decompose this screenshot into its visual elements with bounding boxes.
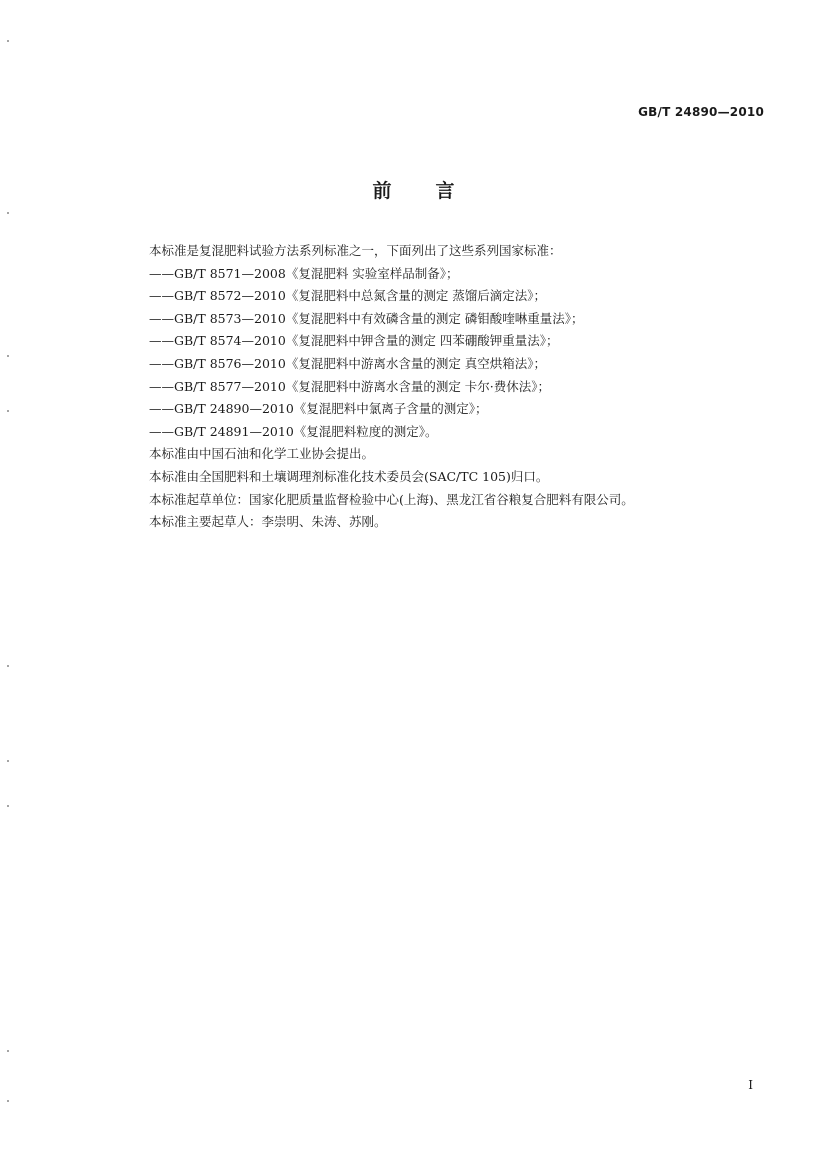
series-item: ——GB/T 24891—2010《复混肥料粒度的测定》。 <box>149 423 438 439</box>
series-item: ——GB/T 8572—2010《复混肥料中总氮含量的测定 蒸馏后滴定法》； <box>149 288 547 304</box>
series-item: ——GB/T 8571—2008《复混肥料 实验室样品制备》； <box>149 265 459 281</box>
drafters-paragraph: 本标准主要起草人：李崇明、朱涛、苏刚。 <box>149 514 387 530</box>
proposer-paragraph: 本标准由中国石油和化学工业协会提出。 <box>149 446 375 462</box>
standard-number: GB/T 24890—2010 <box>638 105 764 119</box>
scan-speck <box>7 355 9 357</box>
series-item: ——GB/T 24890—2010《复混肥料中氯离子含量的测定》； <box>149 401 488 417</box>
series-item: ——GB/T 8574—2010《复混肥料中钾含量的测定 四苯硼酸钾重量法》； <box>149 333 559 349</box>
page-number: I <box>748 1078 753 1092</box>
scan-speck <box>7 665 9 667</box>
scan-speck <box>7 1100 9 1102</box>
scan-speck <box>7 40 9 42</box>
section-title: 前言 <box>372 180 499 202</box>
foreword-body <box>149 240 769 534</box>
scan-speck <box>7 410 9 412</box>
series-item: ——GB/T 8573—2010《复混肥料中有效磷含量的测定 磷钼酸喹啉重量法》； <box>149 310 584 326</box>
scan-speck <box>7 760 9 762</box>
scan-speck <box>7 212 9 214</box>
intro-paragraph: 本标准是复混肥料试验方法系列标准之一，下面列出了这些系列国家标准： <box>149 243 562 258</box>
scan-speck <box>7 805 9 807</box>
committee-paragraph: 本标准由全国肥料和土壤调理剂标准化技术委员会(SAC/TC 105)归口。 <box>149 468 549 484</box>
series-item: ——GB/T 8576—2010《复混肥料中游离水含量的测定 真空烘箱法》； <box>149 355 547 371</box>
drafting-units-paragraph: 本标准起草单位：国家化肥质量监督检验中心(上海)、黑龙江省谷粮复合肥料有限公司。 <box>149 491 634 507</box>
scan-speck <box>7 1050 9 1052</box>
series-item: ——GB/T 8577—2010《复混肥料中游离水含量的测定 卡尔·费休法》； <box>149 378 551 394</box>
